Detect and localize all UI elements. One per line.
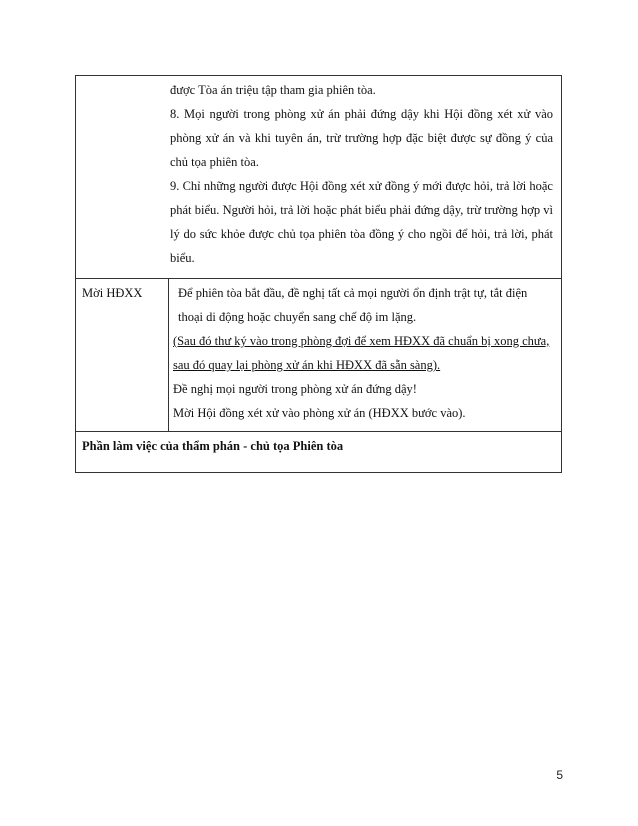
table-row <box>76 432 562 473</box>
section-heading: Phần làm việc của thẩm phán - chủ tọa Phiên tòa <box>82 439 344 453</box>
invite-panel: Mời Hội đồng xét xử vào phòng xử án (HĐXX bước vào). <box>173 406 466 420</box>
rule-9: 9. Chỉ những người được Hội đồng xét xử đồng ý mới được hỏi, trả lời hoặc phát biểu. Người hỏi, trả lời hoặc phát biểu phải đứng dậy, trừ trường hợp vì lý do sức khỏe được chủ tọa phiên tòa đồng ý cho ngồi để hỏi, trả lời, phát biểu. <box>170 179 553 265</box>
table-row <box>76 76 562 279</box>
page-number: 5 <box>556 768 563 782</box>
procedure-table <box>75 75 562 473</box>
clerk-note: (Sau đó thư ký vào trong phòng đợi để xem HĐXX đã chuẩn bị xong chưa, sau đó quay lại phòng xử án khi HĐXX đã sẵn sàng). <box>173 334 550 372</box>
row-label: Mời HĐXX <box>82 286 143 300</box>
rule-8: 8. Mọi người trong phòng xử án phải đứng dậy khi Hội đồng xét xử vào phòng xử án và khi tuyên án, trừ trường hợp đặc biệt được sự đồng ý của chủ tọa phiên tòa. <box>170 107 553 169</box>
row-content-cell <box>169 279 562 432</box>
table-row <box>76 279 562 432</box>
rules-cell <box>76 76 562 279</box>
rule-continuation: được Tòa án triệu tập tham gia phiên tòa. <box>170 83 376 97</box>
stand-request: Đề nghị mọi người trong phòng xử án đứng dậy! <box>173 382 417 396</box>
row-label-cell <box>76 279 169 432</box>
section-heading-cell <box>76 432 562 473</box>
opening-instruction: Để phiên tòa bắt đầu, đề nghị tất cả mọi người ổn định trật tự, tắt điện thoại di động hoặc chuyển sang chế độ im lặng. <box>178 286 528 324</box>
